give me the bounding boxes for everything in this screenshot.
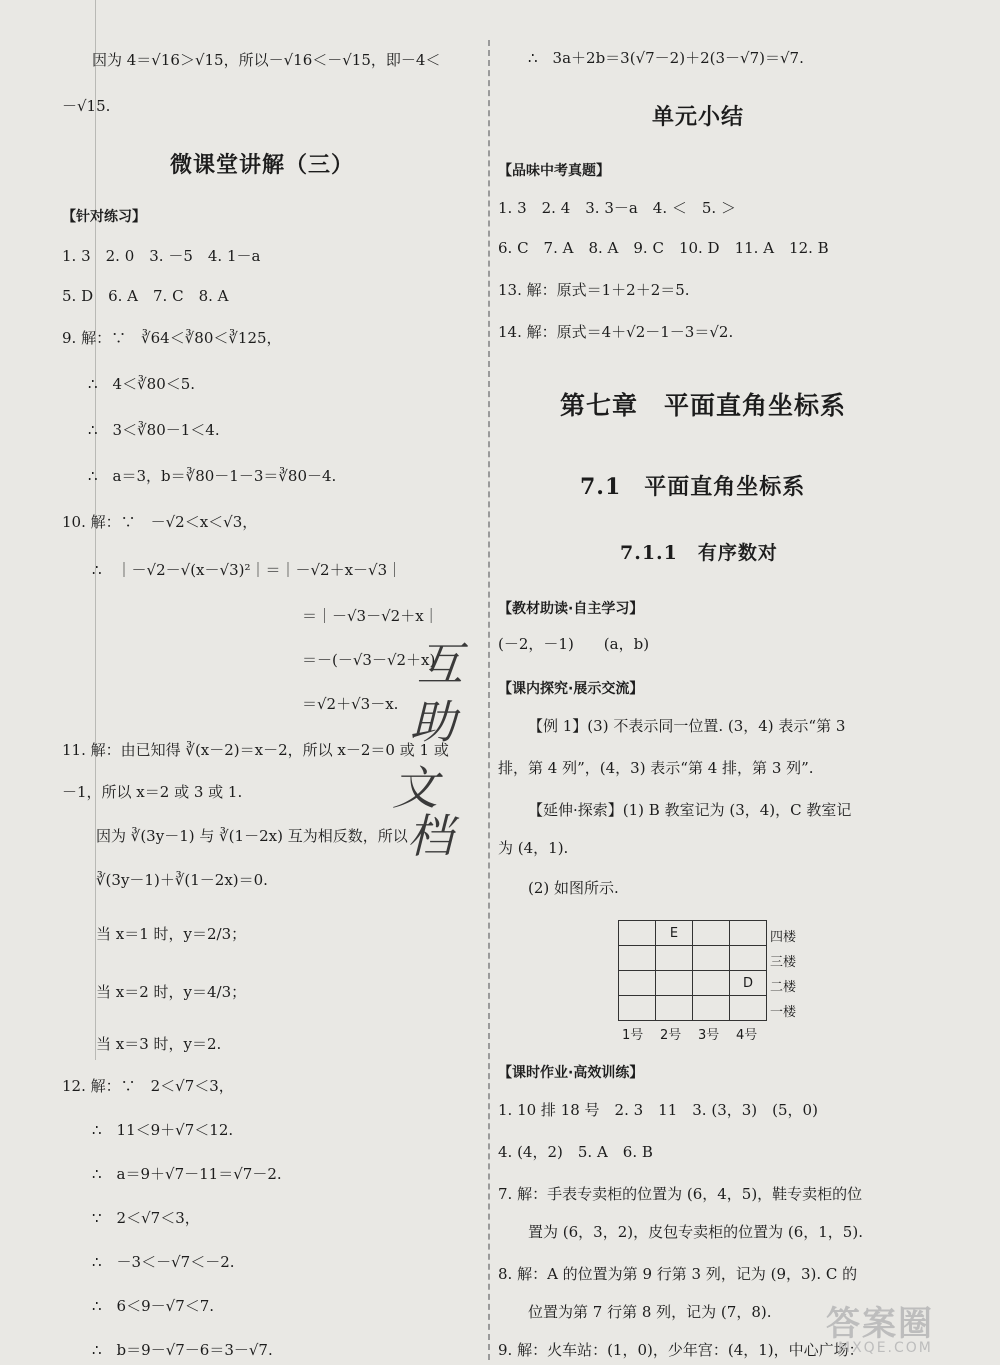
grid-cell xyxy=(619,971,656,996)
answer-line: 为 (4，1). xyxy=(498,839,569,857)
watermark xyxy=(818,1292,968,1358)
answer-line: ∴ 11＜9＋√7＜12. xyxy=(92,1121,234,1139)
answer-line: ∴ 4＜∛80＜5. xyxy=(88,375,196,393)
column-divider xyxy=(488,40,490,1360)
answer-line: 置为 (6，3，2)，皮包专卖柜的位置为 (6，1，5). xyxy=(528,1223,863,1241)
answer-line: ＝√2＋√3－x. xyxy=(302,695,399,713)
answer-line: 4. (4，2) 5. A 6. B xyxy=(498,1143,653,1161)
section-label: 【教材助读·自主学习】 xyxy=(498,601,644,617)
text-line: 因为 4＝√16＞√15，所以－√16＜－√15，即－4＜ xyxy=(92,51,441,69)
section-label: 【针对练习】 xyxy=(62,209,146,225)
column-number-label: 1号 xyxy=(622,1028,644,1043)
chapter-title: 第七章 平面直角坐标系 xyxy=(560,391,847,420)
answer-line: ∴ 3＜∛80－1＜4. xyxy=(88,421,220,439)
grid-cell xyxy=(693,996,730,1021)
answer-line: 排，第 4 列”，(4，3) 表示“第 4 排，第 3 列”. xyxy=(498,759,814,777)
floor-label: 四楼 xyxy=(770,930,797,945)
answer-line: ∴ －3＜－√7＜－2. xyxy=(92,1253,235,1271)
answer-line: 【延伸·探索】(1) B 教室记为 (3，4)，C 教室记 xyxy=(528,801,852,819)
unit-summary-title: 单元小结 xyxy=(652,104,745,130)
handwriting-char: 助 xyxy=(410,695,456,749)
answer-line: 当 x＝2 时，y＝4/3； xyxy=(96,983,247,1001)
column-number-label: 3号 xyxy=(698,1028,720,1043)
answer-line: 1. 3 2. 0 3. －5 4. 1－a xyxy=(62,247,261,265)
answer-line: 11. 解：由已知得 ∛(x－2)＝x－2，所以 x－2＝0 或 1 或 xyxy=(62,741,449,759)
answer-line: 9. 解：∵ ∛64＜∛80＜∛125， xyxy=(62,329,282,347)
floor-label: 三楼 xyxy=(770,955,797,970)
answer-line: 8. 解：A 的位置为第 9 行第 3 列，记为 (9，3). C 的 xyxy=(498,1265,858,1283)
answer-line: 因为 ∛(3y－1) 与 ∛(1－2x) 互为相反数，所以 xyxy=(96,827,408,845)
answer-line: 1. 3 2. 4 3. 3－a 4. ＜ 5. ＞ xyxy=(498,199,736,217)
column-number-label: 4号 xyxy=(736,1028,758,1043)
section-title: 微课堂讲解（三） xyxy=(170,152,355,178)
grid-cell xyxy=(656,946,693,971)
column-number-label: 2号 xyxy=(660,1028,682,1043)
grid-cell xyxy=(656,971,693,996)
answer-line: 当 x＝1 时，y＝2/3； xyxy=(96,925,247,943)
answer-line: (2) 如图所示. xyxy=(528,879,619,897)
answer-line: ∴ ｜－√2－√(x－√3)²｜＝｜－√2＋x－√3｜ xyxy=(92,561,403,579)
watermark-logo-text: 答案圈 xyxy=(826,1304,934,1344)
grid-cell xyxy=(730,921,767,946)
grid-cell xyxy=(619,996,656,1021)
answer-line: 13. 解：原式＝1＋2＋2＝5. xyxy=(498,281,690,299)
answer-line: ∵ 2＜√7＜3， xyxy=(92,1209,200,1227)
section-label: 【品味中考真题】 xyxy=(498,163,610,179)
answer-line: －1，所以 x＝2 或 3 或 1. xyxy=(62,783,243,801)
watermark-url: MXQE.COM xyxy=(838,1340,933,1356)
answer-line: 10. 解：∵ －√2＜x＜√3， xyxy=(62,513,258,531)
floor-label: 一楼 xyxy=(770,1005,797,1020)
handwriting-char: 互 xyxy=(417,637,463,691)
answer-line: ∴ a＝3，b＝∛80－1－3＝∛80－4. xyxy=(88,467,337,485)
answer-line: ＝｜－√3－√2＋x｜ xyxy=(302,607,439,625)
answer-line: 位置为第 7 行第 8 列，记为 (7，8). xyxy=(528,1303,772,1321)
section-heading: 7.1 平面直角坐标系 xyxy=(580,474,806,500)
grid-cell: E xyxy=(656,921,693,946)
grid-cell xyxy=(730,946,767,971)
answer-line: 6. C 7. A 8. A 9. C 10. D 11. A 12. B xyxy=(498,239,829,257)
answer-line: 9. 解：火车站：(1，0)，少年宫：(4，1)，中心广场： xyxy=(498,1341,864,1359)
answer-line: ∴ b＝9－√7－6＝3－√7. xyxy=(92,1341,273,1359)
answer-line: 当 x＝3 时，y＝2. xyxy=(96,1035,222,1053)
handwriting-char: 文 xyxy=(392,761,438,815)
answer-line: 12. 解：∵ 2＜√7＜3， xyxy=(62,1077,234,1095)
grid-cell: D xyxy=(730,971,767,996)
section-label: 【课内探究·展示交流】 xyxy=(498,681,644,697)
answer-line: (－2，－1) (a，b) xyxy=(498,635,650,653)
classroom-grid xyxy=(618,920,767,1021)
text-line: －√15. xyxy=(62,97,111,115)
answer-line: ∴ 6＜9－√7＜7. xyxy=(92,1297,215,1315)
floor-label: 二楼 xyxy=(770,980,797,995)
section-label: 【课时作业·高效训练】 xyxy=(498,1065,644,1081)
grid-cell xyxy=(619,921,656,946)
handwriting-char: 档 xyxy=(407,809,453,863)
answer-line: 5. D 6. A 7. C 8. A xyxy=(62,287,229,305)
answer-line: ＝－(－√3－√2＋x) xyxy=(302,651,436,669)
answer-line: ∴ a＝9＋√7－11＝√7－2. xyxy=(92,1165,282,1183)
answer-line: 【例 1】(3) 不表示同一位置. (3，4) 表示“第 3 xyxy=(528,717,846,735)
answer-line: 14. 解：原式＝4＋√2－1－3＝√2. xyxy=(498,323,734,341)
grid-cell xyxy=(693,921,730,946)
grid-cell xyxy=(693,946,730,971)
subsection-heading: 7.1.1 有序数对 xyxy=(620,542,778,564)
grid-cell xyxy=(730,996,767,1021)
answer-line: ∴ 3a＋2b＝3(√7－2)＋2(3－√7)＝√7. xyxy=(528,49,804,67)
grid-cell xyxy=(656,996,693,1021)
answer-line: 1. 10 排 18 号 2. 3 11 3. (3，3) (5，0) xyxy=(498,1101,818,1119)
answer-line: ∛(3y－1)＋∛(1－2x)＝0. xyxy=(96,871,268,889)
grid-cell xyxy=(693,971,730,996)
answer-line: 7. 解：手表专卖柜的位置为 (6，4，5)，鞋专卖柜的位 xyxy=(498,1185,863,1203)
grid-cell xyxy=(619,946,656,971)
